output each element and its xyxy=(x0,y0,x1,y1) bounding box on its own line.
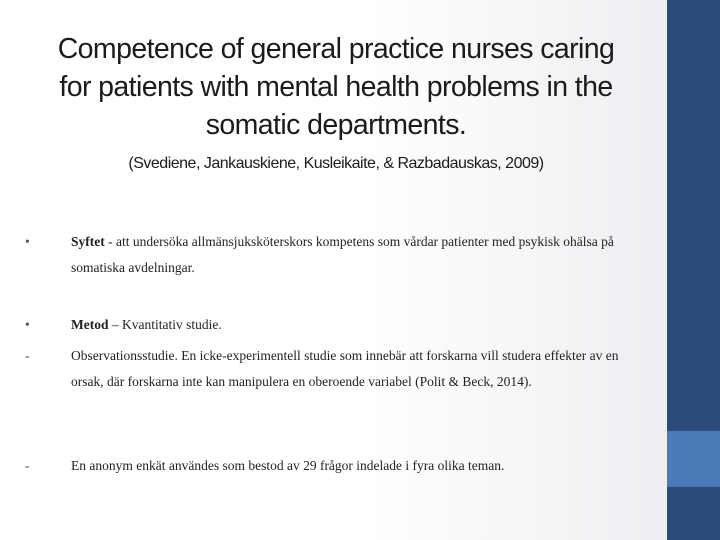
bullet-item-metod xyxy=(25,312,645,338)
bullet-label: Syftet xyxy=(71,234,105,249)
bullet-body: - att undersöka allmänsjuksköterskors kompetens som vårdar patienter med psykisk ohälsa på somatiska avdelningar. xyxy=(71,234,614,275)
dash-text: Observationsstudie. En icke-experimentell studie som innebär att forskarna vill studera effekter av en orsak, där forskarna inte kan manipulera en oberoende variabel (Polit & Beck, 2014). xyxy=(71,348,619,389)
bullet-text xyxy=(71,229,645,281)
slide-citation: (Svediene, Jankauskiene, Kusleikaite, & Razbadauskas, 2009) xyxy=(128,155,544,172)
dash-marker: - xyxy=(25,458,30,473)
bullet-item-syftet xyxy=(25,229,645,281)
decorative-sidebar xyxy=(667,0,720,540)
bullet-marker: • xyxy=(25,317,30,332)
dash-item-observationsstudie xyxy=(25,343,645,395)
bullet-body: – Kvantitativ studie. xyxy=(108,317,222,332)
dash-item-enkat xyxy=(25,453,645,479)
dash-text: En anonym enkät användes som bestod av 29 frågor indelade i fyra olika teman. xyxy=(71,458,505,473)
bullet-marker: • xyxy=(25,234,30,249)
sidebar-accent-block xyxy=(667,431,720,487)
bullet-label: Metod xyxy=(71,317,109,332)
dash-marker: - xyxy=(25,348,30,363)
slide-title: Competence of general practice nurses caring for patients with mental health problems in the somatic departments. xyxy=(57,33,615,141)
bullet-text xyxy=(71,312,645,338)
